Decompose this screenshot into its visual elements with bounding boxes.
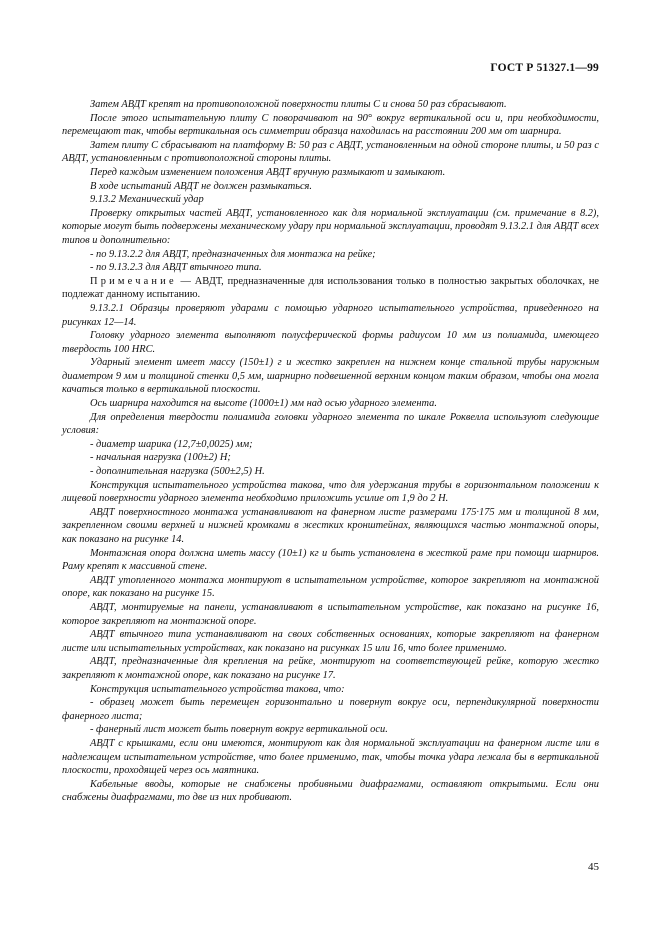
paragraph: АВДТ втычного типа устанавливают на своих собственных основаниях, которые закрепляют на фанерном листе или испытательных устройствах, как показано на рисунках 15 или 16, что более применимо. bbox=[62, 629, 599, 654]
page-number: 45 bbox=[588, 861, 599, 873]
list-item: - по 9.13.2.3 для АВДТ втычного типа. bbox=[90, 262, 262, 274]
paragraph: 9.13.2.1 Образцы проверяют ударами с помощью ударного испытательного устройства, приведенного на рисунках 12—14. bbox=[62, 302, 599, 328]
section-heading: 9.13.2 Механический удар bbox=[90, 194, 204, 206]
paragraph: АВДТ, монтируемые на панели, устанавливают в испытательном устройстве, как показано на рисунке 16, которое закрепляют на монтажной опоре. bbox=[62, 601, 599, 627]
paragraph: Конструкция испытательного устройства такова, что: bbox=[90, 683, 345, 695]
paragraph: АВДТ поверхностного монтажа устанавливают на фанерном листе размерами 175·175 мм и толщиной 8 мм, закрепленном своими верхней и нижней кромками в жестких кронштейнах, являющихся частью монтажной опоры, как показано на рисунке 14. bbox=[62, 506, 599, 545]
list-item: - диаметр шарика (12,7±0,0025) мм; bbox=[90, 438, 253, 450]
note bbox=[62, 275, 599, 302]
list-item: - дополнительная нагрузка (500±2,5) Н. bbox=[90, 466, 265, 478]
paragraph: АВДТ утопленного монтажа монтируют в испытательном устройстве, которое закрепляют на монтажной опоре, как показано на рисунке 15. bbox=[62, 574, 599, 600]
list-item: - начальная нагрузка (100±2) Н; bbox=[90, 452, 231, 464]
note-dash: — bbox=[176, 275, 195, 287]
paragraph: АВДТ, предназначенные для крепления на рейке, монтируют на соответствующей рейке, которую жестко закрепляют к монтажной опоре, как показано на рисунке 17. bbox=[62, 656, 599, 681]
paragraph: АВДТ с крышками, если они имеются, монтируют как для нормальной эксплуатации на фанерном листе или в надлежащем испытательном устройстве, что более применимо, так, чтобы точка удара лежала бы в вертикальной плоскости, проходящей через ось маятника. bbox=[62, 737, 599, 777]
paragraph: Перед каждым изменением положения АВДТ вручную размыкают и замыкают. bbox=[90, 166, 446, 178]
paragraph: Для определения твердости полиамида головки ударного элемента по шкале Роквелла используют следующие условия: bbox=[62, 411, 599, 437]
list-item: - образец может быть перемещен горизонтально и повернут вокруг оси, перпендикулярной поверхности фанерного листа; bbox=[62, 697, 599, 722]
paragraph: Ось шарнира находится на высоте (1000±1) мм над осью ударного элемента. bbox=[90, 398, 437, 410]
paragraph: Головку ударного элемента выполняют полусферической формы радиусом 10 мм из полиамида, имеющего твердость 100 HRC. bbox=[62, 330, 599, 355]
paragraph: Проверку открытых частей АВДТ, установленного как для нормальной эксплуатации (см. примечание в 8.2), которые могут быть подвержены механическому удару при нормальной эксплуатации, проводят 9.13.2.1 для АВДТ всех типов и дополнительно: bbox=[62, 207, 599, 246]
paragraph: Ударный элемент имеет массу (150±1) г и жестко закреплен на нижнем конце стальной трубы наружным диаметром 9 мм и толщиной стенки 0,5 мм, шарнирно подвешенной верхним концом таким образом, чтобы она могла качаться только в вертикальной плоскости. bbox=[62, 357, 599, 396]
paragraph: Конструкция испытательного устройства такова, что для удержания трубы в горизонтальном положении к лицевой поверхности ударного элемента необходимо приложить усилие от 1,9 до 2 Н. bbox=[62, 479, 599, 505]
note-label: Примечание bbox=[90, 275, 177, 287]
paragraph: В ходе испытаний АВДТ не должен размыкаться. bbox=[90, 180, 312, 192]
paragraph: Кабельные вводы, которые не снабжены пробивными диафрагмами, оставляют открытыми. Если они снабжены диафрагмами, то две из них пробивают. bbox=[62, 778, 599, 804]
note-text: АВДТ, предназначенные для использования только в полностью закрытых оболочках, не подлежат данному испытанию. bbox=[62, 275, 599, 301]
list-item: - фанерный лист может быть повернут вокруг вертикальной оси. bbox=[90, 724, 388, 736]
body-text bbox=[62, 98, 599, 805]
paragraph: Затем плиту С сбрасывают на платформу В: 50 раз с АВДТ, установленным на одной стороне плиты, и 50 раз с АВДТ, установленным с противоположной стороны плиты. bbox=[62, 139, 599, 165]
paragraph: Монтажная опора должна иметь массу (10±1) кг и быть установлена в жесткой раме при помощи шарниров. Раму крепят к массивной стене. bbox=[62, 547, 599, 573]
paragraph: Затем АВДТ крепят на противоположной поверхности плиты С и снова 50 раз сбрасывают. bbox=[90, 99, 507, 110]
list-item: - по 9.13.2.2 для АВДТ, предназначенных для монтажа на рейке; bbox=[90, 248, 376, 260]
document-code: ГОСТ Р 51327.1—99 bbox=[490, 62, 599, 74]
paragraph: После этого испытательную плиту С поворачивают на 90° вокруг вертикальной оси и, при необходимости, перемещают так, чтобы вертикальная ось симметрии образца находилась на расстоянии 200 мм от шарнира. bbox=[62, 112, 599, 138]
